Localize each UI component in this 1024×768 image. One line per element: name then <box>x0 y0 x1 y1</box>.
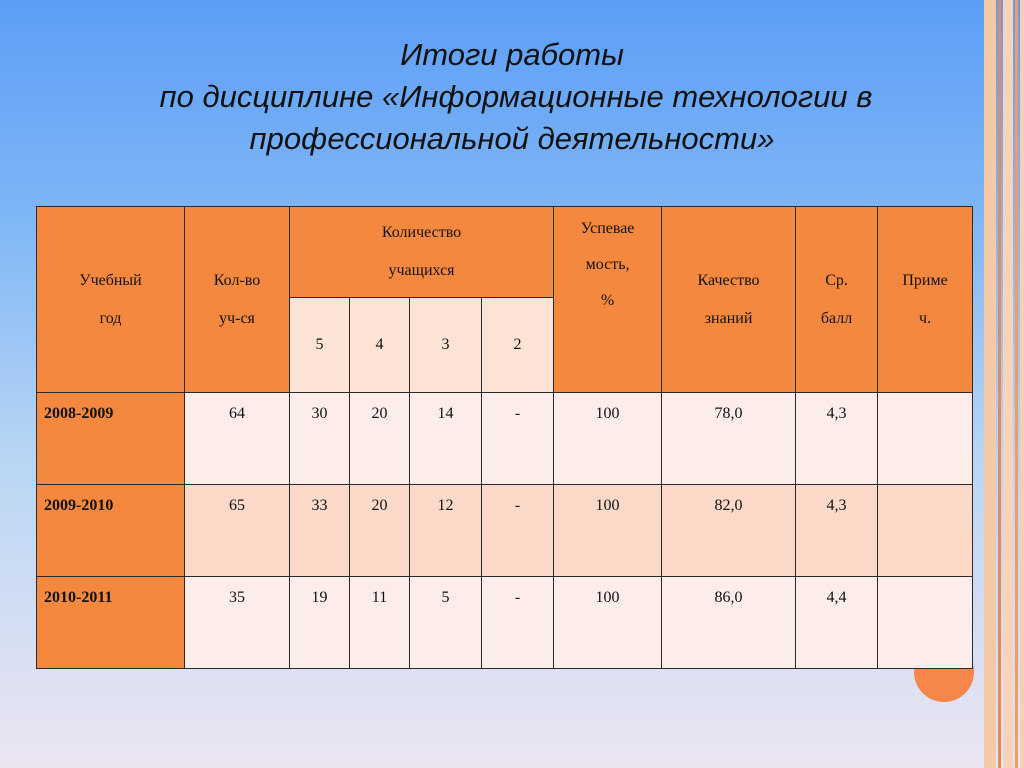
row-note <box>878 485 973 577</box>
row-grade-5: 30 <box>290 393 350 485</box>
header-row <box>37 207 973 298</box>
row-quality: 86,0 <box>662 577 796 669</box>
row-year: 2009-2010 <box>37 485 185 577</box>
row-count: 64 <box>185 393 290 485</box>
row-year: 2008-2009 <box>37 393 185 485</box>
row-year: 2010-2011 <box>37 577 185 669</box>
header-count: Кол-во уч-ся <box>185 207 290 393</box>
row-success: 100 <box>554 485 662 577</box>
row-success: 100 <box>554 393 662 485</box>
header-grade-4: 4 <box>350 298 410 393</box>
header-grade-5: 5 <box>290 298 350 393</box>
row-quality: 82,0 <box>662 485 796 577</box>
row-count: 35 <box>185 577 290 669</box>
title-line-1: Итоги работы <box>400 37 624 72</box>
results-table <box>36 206 973 669</box>
title-line-3: профессиональной деятельности» <box>249 121 775 156</box>
row-avg: 4,3 <box>796 485 878 577</box>
row-grade-2: - <box>482 577 554 669</box>
slide-title <box>0 34 1024 160</box>
header-students: Количество учащихся <box>290 207 554 298</box>
row-avg: 4,3 <box>796 393 878 485</box>
header-year: Учебный год <box>37 207 185 393</box>
row-avg: 4,4 <box>796 577 878 669</box>
table-row <box>37 393 973 485</box>
row-grade-4: 20 <box>350 485 410 577</box>
header-quality: Качество знаний <box>662 207 796 393</box>
table-row <box>37 485 973 577</box>
row-note <box>878 577 973 669</box>
header-note: Приме ч. <box>878 207 973 393</box>
row-grade-2: - <box>482 393 554 485</box>
row-quality: 78,0 <box>662 393 796 485</box>
header-success: Успевае мость, % <box>554 207 662 393</box>
row-note <box>878 393 973 485</box>
header-grade-3: 3 <box>410 298 482 393</box>
row-grade-4: 11 <box>350 577 410 669</box>
row-grade-3: 12 <box>410 485 482 577</box>
row-grade-2: - <box>482 485 554 577</box>
table-row <box>37 577 973 669</box>
header-grade-2: 2 <box>482 298 554 393</box>
row-grade-3: 14 <box>410 393 482 485</box>
title-line-2: по дисциплине «Информационные технологии в <box>159 79 873 114</box>
row-grade-5: 33 <box>290 485 350 577</box>
row-count: 65 <box>185 485 290 577</box>
row-grade-4: 20 <box>350 393 410 485</box>
header-avg: Ср. балл <box>796 207 878 393</box>
row-grade-3: 5 <box>410 577 482 669</box>
row-success: 100 <box>554 577 662 669</box>
row-grade-5: 19 <box>290 577 350 669</box>
